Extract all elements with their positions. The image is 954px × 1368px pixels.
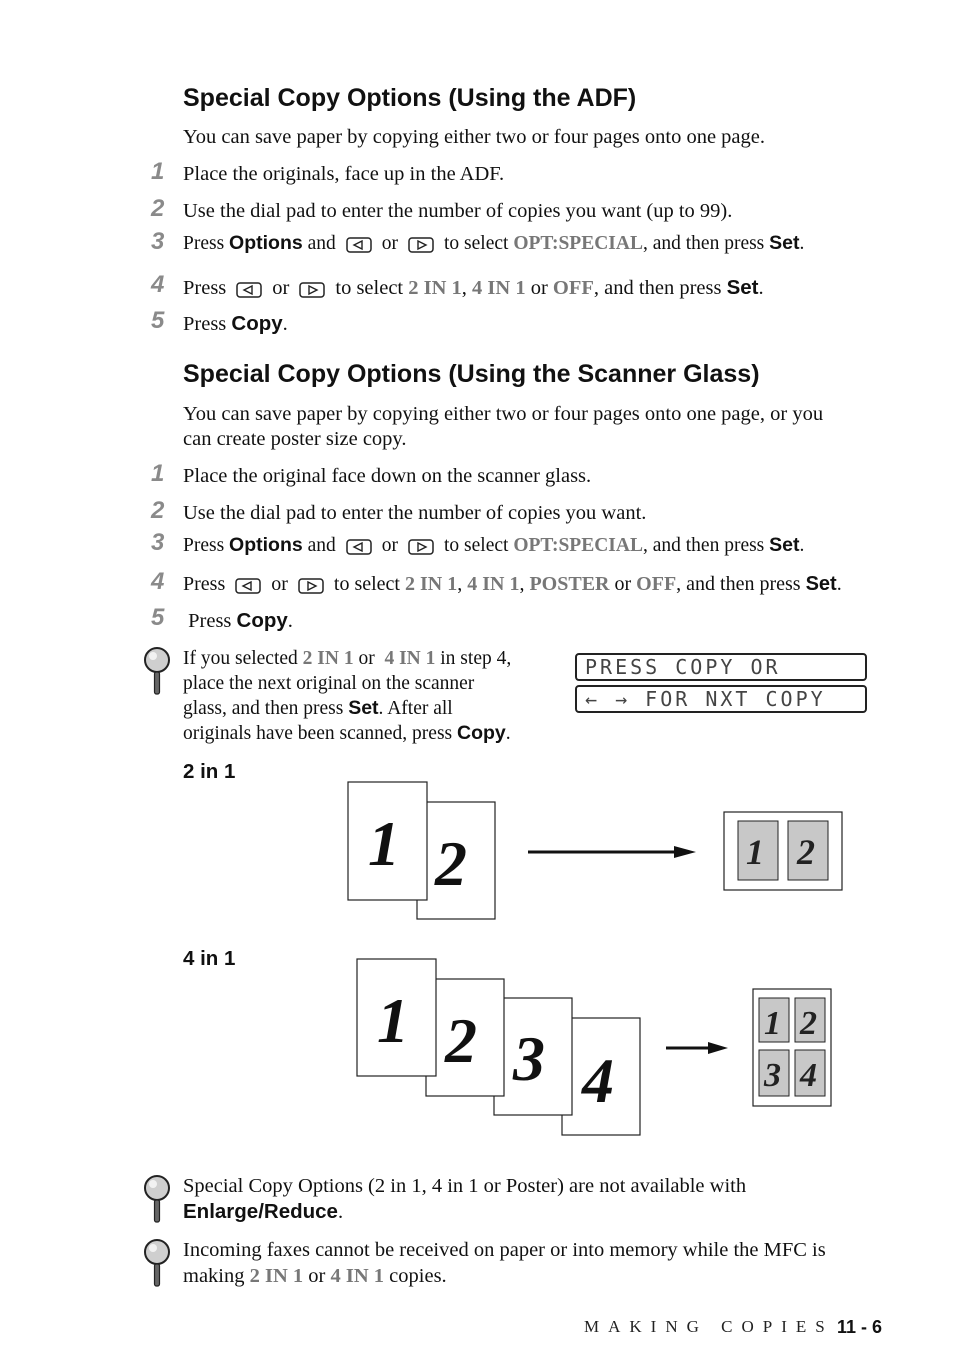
step-text: Place the original face down on the scanner glass. xyxy=(183,465,592,487)
arrow-right-icon xyxy=(528,846,696,858)
combined-sheet xyxy=(724,812,842,890)
left-arrow-key-icon xyxy=(236,280,262,305)
step-text: Press Options and or to select OPT:SPECIAL, and then press Set. xyxy=(183,533,804,562)
note-line: originals have been scanned, press Copy. xyxy=(183,722,511,744)
magnifier-note-icon xyxy=(142,1174,172,1229)
left-arrow-key-icon xyxy=(346,537,372,562)
step-text: Press or to select 2 IN 1, 4 IN 1 or OFF, and then press Set. xyxy=(183,275,764,305)
page-2 xyxy=(417,802,495,919)
diagram-2in1 xyxy=(340,775,860,930)
magnifier-note-icon xyxy=(142,1238,172,1293)
step-text: Press Options and or to select OPT:SPECIAL, and then press Set. xyxy=(183,231,804,260)
options-key-label: Options xyxy=(229,232,303,254)
note-line: making 2 IN 1 or 4 IN 1 copies. xyxy=(183,1265,447,1287)
step-text: Use the dial pad to enter the number of copies you want. xyxy=(183,502,647,524)
page-number: 1 xyxy=(746,832,764,872)
set-key-label: Set xyxy=(769,232,800,254)
page-number: 2 xyxy=(800,1005,817,1042)
right-arrow-key-icon xyxy=(298,576,324,601)
page-number: 3 xyxy=(764,1057,781,1094)
page-1 xyxy=(348,782,427,900)
note-line: If you selected 2 IN 1 or 4 IN 1 in step 4, xyxy=(183,648,512,669)
set-key-label: Set xyxy=(726,276,759,299)
step-text: Place the originals, face up in the ADF. xyxy=(183,163,505,185)
copy-key-label: Copy xyxy=(457,722,506,744)
section-heading-adf: Special Copy Options (Using the ADF) xyxy=(183,84,637,112)
right-arrow-key-icon xyxy=(299,280,325,305)
page-1 xyxy=(357,959,436,1076)
page-number: 1 xyxy=(764,1005,781,1042)
diagram-label-2in1: 2 in 1 xyxy=(183,760,236,783)
page-3 xyxy=(494,998,572,1115)
page-number: 2 xyxy=(445,1005,477,1076)
note-line: Incoming faxes cannot be received on paper or into memory while the MFC is xyxy=(183,1239,826,1261)
page-number: 4 xyxy=(582,1045,614,1116)
lcd-display-line-2: ← → FOR NXT COPY xyxy=(575,685,867,713)
page-4 xyxy=(562,1018,640,1135)
note-line: place the next original on the scanner xyxy=(183,673,475,694)
left-arrow-key-icon xyxy=(235,576,261,601)
combined-sheet xyxy=(753,989,831,1106)
step-number: 1 xyxy=(151,158,165,185)
diagram-4in1 xyxy=(350,952,840,1142)
menu-option: OPT:SPECIAL xyxy=(513,233,643,254)
page-number: 3 xyxy=(513,1023,545,1094)
page-2 xyxy=(426,979,504,1096)
arrow-right-icon xyxy=(666,1042,728,1054)
set-key-label: Set xyxy=(348,697,379,719)
note-line: Enlarge/Reduce. xyxy=(183,1200,344,1223)
set-key-label: Set xyxy=(805,573,837,595)
step-number: 3 xyxy=(151,529,165,556)
section-heading-scanner-glass: Special Copy Options (Using the Scanner Glass) xyxy=(183,360,760,388)
copy-key-label: Copy xyxy=(231,312,283,335)
step-number: 5 xyxy=(151,604,165,631)
page-number-footer: 11 - 6 xyxy=(837,1317,883,1337)
step-text: Press or to select 2 IN 1, 4 IN 1, POSTER or OFF, and then press Set. xyxy=(183,572,842,601)
note-line: glass, and then press Set. After all xyxy=(183,697,453,719)
step-number: 4 xyxy=(151,568,165,595)
set-key-label: Set xyxy=(769,534,800,556)
right-arrow-key-icon xyxy=(408,537,434,562)
step-number: 1 xyxy=(151,460,165,487)
section-intro-line: You can save paper by copying either two or four pages onto one page, or you xyxy=(183,403,824,425)
enlarge-reduce-key-label: Enlarge/Reduce xyxy=(183,1200,338,1223)
copy-key-label: Copy xyxy=(236,609,288,632)
page-number: 1 xyxy=(377,985,409,1056)
page-number: 2 xyxy=(797,832,815,872)
step-text: Press Copy. xyxy=(183,312,288,335)
note-line: Special Copy Options (2 in 1, 4 in 1 or Poster) are not available with xyxy=(183,1175,747,1197)
step-number: 2 xyxy=(151,195,165,222)
step-text: Use the dial pad to enter the number of copies you want (up to 99). xyxy=(183,200,733,222)
section-intro-line: can create poster size copy. xyxy=(183,428,407,450)
footer-chapter-title: MAKING COPIES xyxy=(584,1317,834,1336)
step-number: 4 xyxy=(151,271,165,298)
diagram-label-4in1: 4 in 1 xyxy=(183,947,236,970)
step-text: Press Copy. xyxy=(183,609,293,632)
page-number: 4 xyxy=(800,1057,817,1094)
lcd-display-line-1: PRESS COPY OR xyxy=(575,653,867,681)
step-number: 3 xyxy=(151,228,165,255)
left-arrow-key-icon xyxy=(346,235,372,260)
magnifier-note-icon xyxy=(142,646,172,701)
right-arrow-key-icon xyxy=(408,235,434,260)
options-key-label: Options xyxy=(229,534,303,556)
page-number: 2 xyxy=(435,828,467,899)
step-number: 5 xyxy=(151,307,165,334)
section-intro-adf: You can save paper by copying either two or four pages onto one page. xyxy=(183,126,766,148)
page-number: 1 xyxy=(368,808,400,879)
step-number: 2 xyxy=(151,497,165,524)
